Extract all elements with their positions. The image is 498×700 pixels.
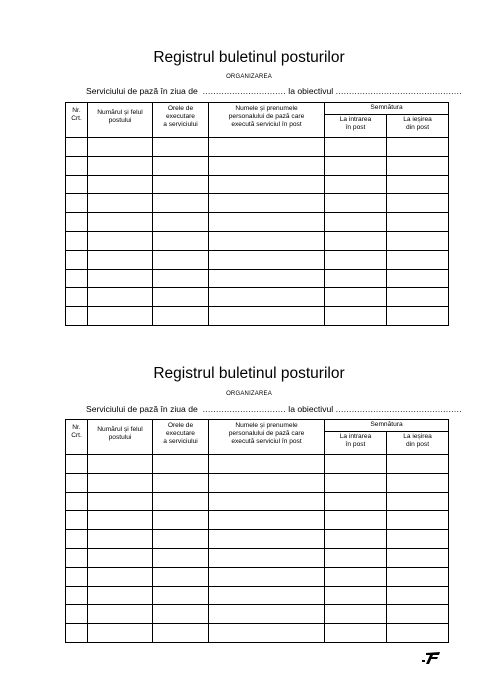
table-row	[66, 455, 449, 474]
table-cell[interactable]	[88, 473, 153, 492]
table-cell[interactable]	[325, 530, 387, 549]
table-row	[66, 530, 449, 549]
service-line	[86, 86, 462, 96]
col-header-post: Numărul și felul postului	[88, 420, 153, 455]
table-cell[interactable]	[209, 288, 325, 307]
table-row	[66, 624, 449, 643]
table-cell[interactable]	[88, 605, 153, 624]
table-row	[66, 269, 449, 288]
organization-label: ORGANIZAREA	[226, 74, 272, 80]
table-cell[interactable]	[66, 511, 88, 530]
table-cell[interactable]	[66, 567, 88, 586]
service-date-label: Serviciului de pază în ziua de	[86, 404, 198, 414]
table-cell[interactable]	[209, 250, 325, 269]
table-cell[interactable]	[88, 511, 153, 530]
objective-field[interactable]: ...............................................	[335, 404, 462, 414]
table-row	[66, 548, 449, 567]
table-cell[interactable]	[153, 530, 209, 549]
table-cell[interactable]	[153, 138, 209, 157]
table-cell[interactable]	[387, 231, 449, 250]
table-cell[interactable]	[325, 213, 387, 232]
table-cell[interactable]	[88, 156, 153, 175]
table-cell[interactable]	[88, 269, 153, 288]
table-row	[66, 250, 449, 269]
table-cell[interactable]	[387, 156, 449, 175]
table-cell[interactable]	[153, 194, 209, 213]
table-cell[interactable]	[153, 586, 209, 605]
table-cell[interactable]	[325, 473, 387, 492]
table-cell[interactable]	[387, 194, 449, 213]
table-cell[interactable]	[66, 624, 88, 643]
table-cell[interactable]	[325, 138, 387, 157]
form-title: Registrul buletinul posturilor	[153, 365, 345, 382]
table-row	[66, 567, 449, 586]
table-cell[interactable]	[88, 530, 153, 549]
table-cell[interactable]	[88, 194, 153, 213]
table-cell[interactable]	[209, 307, 325, 326]
table-cell[interactable]	[325, 250, 387, 269]
table-cell[interactable]	[209, 492, 325, 511]
table-row	[66, 288, 449, 307]
table-cell[interactable]	[325, 269, 387, 288]
table-cell[interactable]	[209, 269, 325, 288]
table-cell[interactable]	[66, 231, 88, 250]
table-cell[interactable]	[88, 307, 153, 326]
table-cell[interactable]	[153, 548, 209, 567]
table-row	[66, 492, 449, 511]
table-cell[interactable]	[325, 567, 387, 586]
table-cell[interactable]	[66, 548, 88, 567]
table-cell[interactable]	[66, 194, 88, 213]
table-cell[interactable]	[325, 624, 387, 643]
table-row	[66, 138, 449, 157]
table-cell[interactable]	[66, 138, 88, 157]
table-cell[interactable]	[209, 586, 325, 605]
col-header-post: Numărul și felul postului	[88, 103, 153, 138]
objective-label: la obiectivul	[288, 86, 334, 96]
table-cell[interactable]	[325, 175, 387, 194]
col-header-sign-out: La ieșirea din post	[387, 115, 449, 138]
table-cell[interactable]	[88, 567, 153, 586]
col-header-signature: Semnătura	[325, 103, 449, 115]
table-row	[66, 586, 449, 605]
table-cell[interactable]	[153, 213, 209, 232]
table-cell[interactable]	[209, 567, 325, 586]
table-cell[interactable]	[153, 455, 209, 474]
table-cell[interactable]	[209, 605, 325, 624]
table-cell[interactable]	[325, 307, 387, 326]
col-header-hours: Orele de executare a serviciului	[153, 420, 209, 455]
table-cell[interactable]	[387, 250, 449, 269]
table-cell[interactable]	[88, 138, 153, 157]
table-cell[interactable]	[66, 605, 88, 624]
table-row	[66, 213, 449, 232]
table-cell[interactable]	[88, 175, 153, 194]
table-cell[interactable]	[209, 624, 325, 643]
table-cell[interactable]	[88, 624, 153, 643]
table-cell[interactable]	[325, 288, 387, 307]
col-header-nr: Nr. Crt.	[66, 103, 88, 138]
table-cell[interactable]	[88, 548, 153, 567]
table-cell[interactable]	[387, 492, 449, 511]
col-header-hours: Orele de executare a serviciului	[153, 103, 209, 138]
table-cell[interactable]	[153, 269, 209, 288]
table-cell[interactable]	[88, 250, 153, 269]
table-row	[66, 511, 449, 530]
date-field[interactable]: ...............................	[202, 86, 286, 96]
table-cell[interactable]	[153, 156, 209, 175]
table-cell[interactable]	[88, 586, 153, 605]
posts-table	[65, 419, 449, 643]
table-cell[interactable]	[153, 288, 209, 307]
table-cell[interactable]	[66, 307, 88, 326]
col-header-name: Numele și prenumele personalului de pază care execută serviciul în post	[209, 420, 325, 455]
table-row	[66, 156, 449, 175]
table-cell[interactable]	[66, 213, 88, 232]
table-cell[interactable]	[66, 269, 88, 288]
table-cell[interactable]	[153, 605, 209, 624]
table-cell[interactable]	[209, 473, 325, 492]
table-cell[interactable]	[387, 586, 449, 605]
table-cell[interactable]	[66, 473, 88, 492]
table-cell[interactable]	[325, 605, 387, 624]
table-row	[66, 231, 449, 250]
table-cell[interactable]	[209, 138, 325, 157]
table-cell[interactable]	[209, 175, 325, 194]
table-cell[interactable]	[209, 213, 325, 232]
table-cell[interactable]	[325, 455, 387, 474]
table-cell[interactable]	[387, 530, 449, 549]
table-cell[interactable]	[387, 473, 449, 492]
table-cell[interactable]	[387, 455, 449, 474]
table-cell[interactable]	[66, 250, 88, 269]
table-row	[66, 473, 449, 492]
table-cell[interactable]	[153, 473, 209, 492]
objective-field[interactable]: ...............................................	[335, 86, 462, 96]
col-header-sign-in: La intrarea în post	[325, 432, 387, 455]
table-cell[interactable]	[153, 511, 209, 530]
table-cell[interactable]	[66, 288, 88, 307]
table-cell[interactable]	[88, 492, 153, 511]
table-cell[interactable]	[153, 231, 209, 250]
date-field[interactable]: ...............................	[202, 404, 286, 414]
table-cell[interactable]	[387, 567, 449, 586]
table-row	[66, 194, 449, 213]
table-cell[interactable]	[209, 231, 325, 250]
objective-label: la obiectivul	[288, 404, 334, 414]
col-header-sign-out: La ieșirea din post	[387, 432, 449, 455]
table-cell[interactable]	[387, 605, 449, 624]
col-header-signature: Semnătura	[325, 420, 449, 432]
table-cell[interactable]	[209, 156, 325, 175]
table-cell[interactable]	[387, 307, 449, 326]
table-cell[interactable]	[153, 492, 209, 511]
table-cell[interactable]	[153, 624, 209, 643]
table-cell[interactable]	[88, 231, 153, 250]
table-cell[interactable]	[325, 548, 387, 567]
organization-label: ORGANIZAREA	[226, 391, 272, 397]
table-cell[interactable]	[88, 213, 153, 232]
table-cell[interactable]	[153, 250, 209, 269]
table-cell[interactable]	[387, 288, 449, 307]
table-cell[interactable]	[88, 288, 153, 307]
table-cell[interactable]	[209, 511, 325, 530]
col-header-name: Numele și prenumele personalului de pază care execută serviciul în post	[209, 103, 325, 138]
service-line	[86, 404, 462, 414]
table-cell[interactable]	[325, 586, 387, 605]
table-cell[interactable]	[325, 156, 387, 175]
table-cell[interactable]	[387, 138, 449, 157]
table-cell[interactable]	[209, 194, 325, 213]
col-header-nr: Nr. Crt.	[66, 420, 88, 455]
table-cell[interactable]	[387, 175, 449, 194]
table-cell[interactable]	[153, 175, 209, 194]
table-cell[interactable]	[387, 269, 449, 288]
posts-table	[65, 102, 449, 326]
col-header-sign-in: La intrarea în post	[325, 115, 387, 138]
table-row	[66, 175, 449, 194]
form-title: Registrul buletinul posturilor	[153, 49, 345, 66]
table-cell[interactable]	[153, 567, 209, 586]
publisher-logo-icon	[420, 649, 442, 665]
table-cell[interactable]	[387, 548, 449, 567]
table-cell[interactable]	[209, 548, 325, 567]
table-cell[interactable]	[153, 307, 209, 326]
table-cell[interactable]	[325, 511, 387, 530]
table-row	[66, 307, 449, 326]
table-cell[interactable]	[325, 194, 387, 213]
table-cell[interactable]	[387, 511, 449, 530]
table-cell[interactable]	[66, 586, 88, 605]
table-cell[interactable]	[387, 624, 449, 643]
table-cell[interactable]	[387, 213, 449, 232]
table-cell[interactable]	[66, 530, 88, 549]
table-row	[66, 605, 449, 624]
table-cell[interactable]	[209, 455, 325, 474]
table-cell[interactable]	[66, 175, 88, 194]
table-cell[interactable]	[66, 492, 88, 511]
service-date-label: Serviciului de pază în ziua de	[86, 86, 198, 96]
table-cell[interactable]	[325, 231, 387, 250]
table-cell[interactable]	[66, 455, 88, 474]
table-cell[interactable]	[66, 156, 88, 175]
table-cell[interactable]	[325, 492, 387, 511]
table-cell[interactable]	[88, 455, 153, 474]
table-cell[interactable]	[209, 530, 325, 549]
